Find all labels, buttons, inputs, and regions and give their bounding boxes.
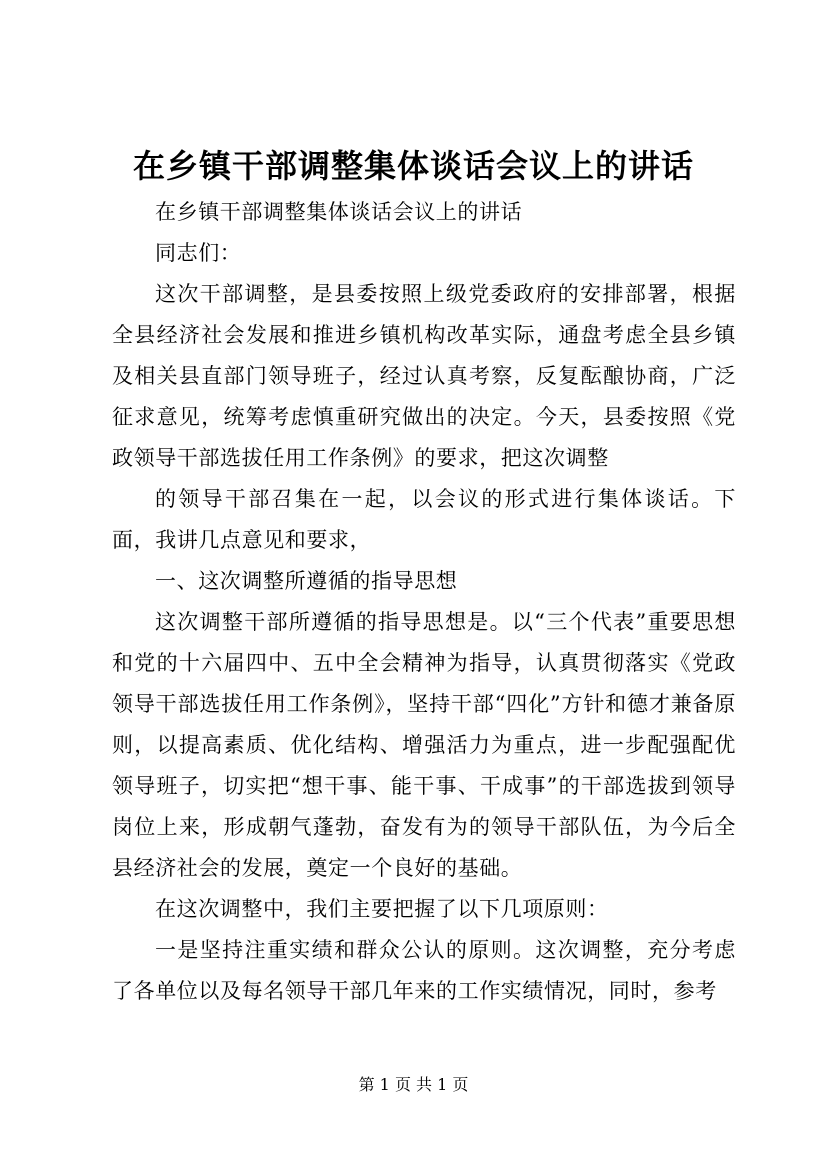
paragraph: 这次干部调整，是县委按照上级党委政府的安排部署，根据全县经济社会发展和推进乡镇机构改革实际，通盘考虑全县乡镇及相关县直部门领导班子，经过认真考察，反复酝酿协商，广泛征求意见，统筹考虑慎重研究做出的决定。今天，县委按照《党政领导干部选拔任用工作条例》的要求，把这次调整 xyxy=(112,282,736,470)
page-number: 第 1 页 共 1 页 xyxy=(358,1075,469,1094)
document-body xyxy=(112,192,736,1012)
document-title: 在乡镇干部调整集体谈话会议上的讲话 xyxy=(132,147,694,185)
paragraph-salutation: 同志们： xyxy=(155,241,242,265)
paragraph-subtitle: 在乡镇干部调整集体谈话会议上的讲话 xyxy=(155,200,523,224)
paragraph: 一是坚持注重实绩和群众公认的原则。这次调整，充分考虑了各单位以及每名领导干部几年来的工作实绩情况，同时，参考 xyxy=(112,938,736,1003)
paragraph: 这次调整干部所遵循的指导思想是。以“三个代表”重要思想和党的十六届四中、五中全会精神为指导，认真贯彻落实《党政领导干部选拔任用工作条例》，坚持干部“四化”方针和德才兼备原则，以提高素质、优化结构、增强活力为重点，进一步配强配优领导班子，切实把“想干事、能干事、干成事”的干部选拔到领导岗位上来，形成朝气蓬勃，奋发有为的领导干部队伍，为今后全县经济社会的发展，奠定一个良好的基础。 xyxy=(112,610,736,880)
paragraph: 的领导干部召集在一起，以会议的形式进行集体谈话。下面，我讲几点意见和要求， xyxy=(112,487,736,552)
paragraph: 在这次调整中，我们主要把握了以下几项原则： xyxy=(155,897,609,921)
section-heading: 一、这次调整所遵循的指导思想 xyxy=(155,569,458,593)
